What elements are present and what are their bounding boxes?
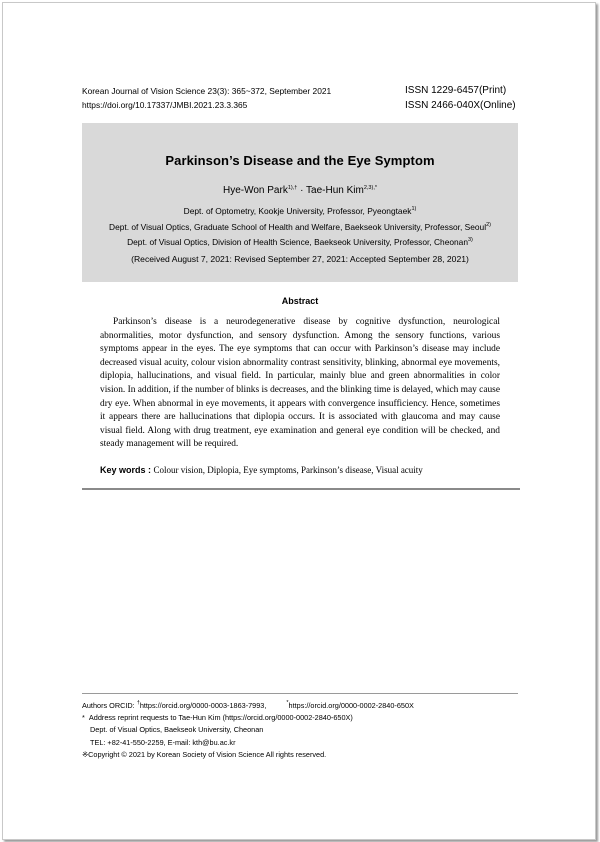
reprint-text: Address reprint requests to Tae-Hun Kim (https://orcid.org/0000-0002-2840-650X) — [88, 713, 353, 723]
abstract-heading: Abstract — [281, 296, 319, 306]
issn-print: ISSN 1229-6457(Print) — [405, 85, 507, 96]
footnote-divider — [82, 693, 518, 694]
abstract-body: Parkinson’s disease is a neurodegenerative disease by cognitive dysfunction, neurological abnormalities, motor dysfunction, and sensory dysfunction. Among the sensory functions, various symptoms appear in the eyes. The eye symptoms that can occur with Parkinson’s disease may include decreased visual acuity, colour vision abnormality contrast sensitivity, blinking, abnormal eye movements, diplopia, hallucinations, and visual field. In particular, mainly blue and green abnormalities in color vision. In addition, if the number of blinks is decreases, and the blinking time is delayed, which may cause dry eye. When abnormal in eye movements, it appears with convergence insufficiency. Hence, sometimes it appears there are hallucinations that diplopia occurs. It is associated with glaucoma and may cause visual field. Along with drug treatment, eye examination and general eye condition will be checked, and steady management will be required. — [100, 317, 500, 450]
issn-online: ISSN 2466-040X(Online) — [405, 100, 516, 111]
author-1-marker: 1),† — [287, 185, 298, 191]
keywords-text: Colour vision, Diplopia, Eye symptoms, Parkinson’s disease, Visual acuity — [153, 465, 423, 475]
affiliation-1-text: Dept. of Optometry, Kookje University, Professor, Pyeongtaek — [183, 206, 412, 216]
affiliation-3-marker: 3) — [468, 237, 473, 243]
affiliation-2-text: Dept. of Visual Optics, Graduate School of Health and Welfare, Baekseok University, Professor, Seoul — [109, 221, 487, 232]
orcid-2-marker: * — [286, 700, 289, 706]
orcid-2-link[interactable]: https://orcid.org/0000-0002-2840-650X — [288, 701, 414, 710]
affiliation-2 — [82, 220, 518, 236]
author-2-marker: 2,3),* — [363, 185, 377, 191]
correspondence-dept: Dept. of Visual Optics, Baekseok University, Cheonan — [90, 725, 264, 735]
author-1-name: Hye-Won Park — [222, 185, 288, 196]
issn-block — [405, 83, 516, 113]
orcid-line — [82, 700, 414, 712]
keywords-label: Key words : — [100, 465, 152, 475]
orcid-1-link[interactable]: https://orcid.org/0000-0003-1863-7993, — [139, 701, 267, 710]
doi-link[interactable]: https://doi.org/10.17337/JMBI.2021.23.3.365 — [82, 100, 248, 110]
orcid-1-marker: † — [136, 700, 140, 706]
keywords — [100, 465, 520, 475]
copyright-line: ※Copyright © 2021 by Korean Society of Vision Science All rights reserved. — [82, 749, 327, 759]
author-line — [82, 185, 518, 196]
author-separator: · — [297, 185, 307, 196]
affiliation-2-marker: 2) — [486, 221, 491, 228]
correspondence-contact: TEL: +82-41-550-2259, E-mail: kth@bu.ac.kr — [90, 737, 236, 747]
journal-citation — [82, 84, 331, 112]
journal-line: Korean Journal of Vision Science 23(3): 365~372, September 2021 — [82, 86, 332, 96]
paper-title: Parkinson’s Disease and the Eye Symptom — [165, 153, 435, 168]
footnotes — [82, 700, 414, 761]
reprint-line — [82, 712, 414, 724]
title-box — [82, 123, 518, 282]
author-2-name: Tae-Hun Kim — [306, 185, 364, 196]
orcid-label: Authors ORCID: — [82, 701, 137, 710]
section-divider — [82, 488, 520, 490]
affiliation-3 — [82, 235, 518, 251]
affiliation-1 — [82, 204, 518, 220]
received-dates: (Received August 7, 2021: Revised September 27, 2021: Accepted September 28, 2021) — [131, 254, 469, 264]
affiliations — [82, 204, 518, 251]
affiliation-1-marker: 1) — [411, 206, 417, 212]
affiliation-3-text: Dept. of Visual Optics, Division of Health Science, Baekseok University, Professor, Cheonan — [127, 237, 468, 247]
reprint-marker: * — [82, 713, 85, 723]
